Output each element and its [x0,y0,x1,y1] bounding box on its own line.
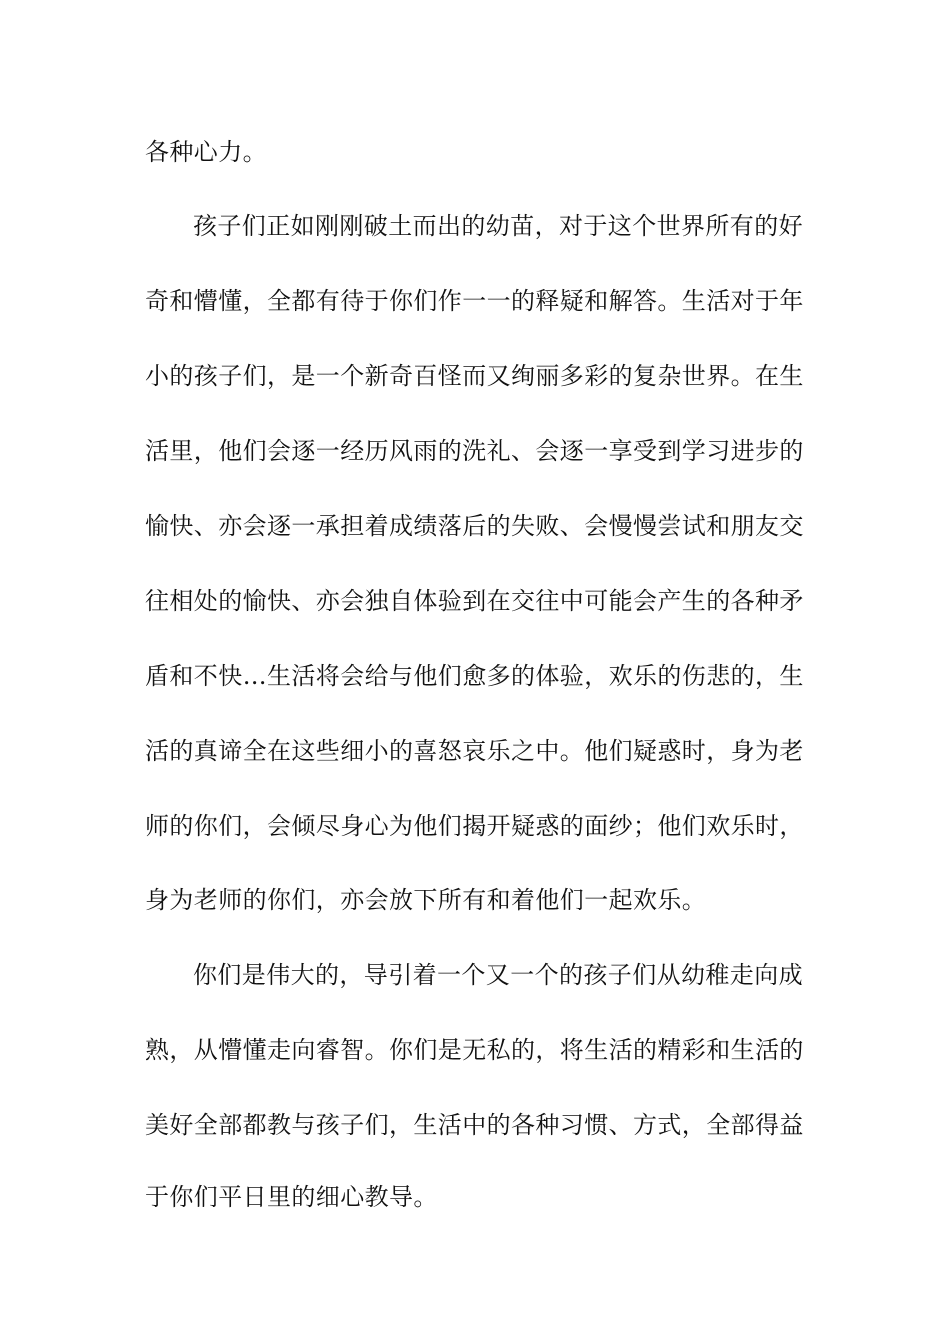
text-line: 活的真谛全在这些细小的喜怒哀乐之中。他们疑惑时，身为老 [145,737,804,765]
text-line: 美好全部都教与孩子们，生活中的各种习惯、方式，全部得益 [145,1111,804,1139]
text-line: 于你们平日里的细心教导。 [145,1183,438,1211]
text-line: 活里，他们会逐一经历风雨的洗礼、会逐一享受到学习进步的 [145,437,804,465]
text-line: 盾和不快…生活将会给与他们愈多的体验，欢乐的伤悲的，生 [145,662,804,690]
text-line: 熟，从懵懂走向睿智。你们是无私的，将生活的精彩和生活的 [145,1036,804,1064]
text-line: 小的孩子们，是一个新奇百怪而又绚丽多彩的复杂世界。在生 [145,362,804,390]
text-line: 奇和懵懂，全都有待于你们作一一的释疑和解答。生活对于年 [145,287,804,315]
paragraph-first-line: 孩子们正如刚刚破土而出的幼苗，对于这个世界所有的好 [193,212,803,240]
text-line: 身为老师的你们，亦会放下所有和着他们一起欢乐。 [145,886,707,914]
text-line: 各种心力。 [145,138,267,166]
text-line: 愉快、亦会逐一承担着成绩落后的失败、会慢慢尝试和朋友交 [145,512,804,540]
text-line: 往相处的愉快、亦会独自体验到在交往中可能会产生的各种矛 [145,587,804,615]
text-line: 师的你们，会倾尽身心为他们揭开疑惑的面纱；他们欢乐时， [145,812,804,840]
paragraph-first-line: 你们是伟大的，导引着一个又一个的孩子们从幼稚走向成 [193,961,803,989]
